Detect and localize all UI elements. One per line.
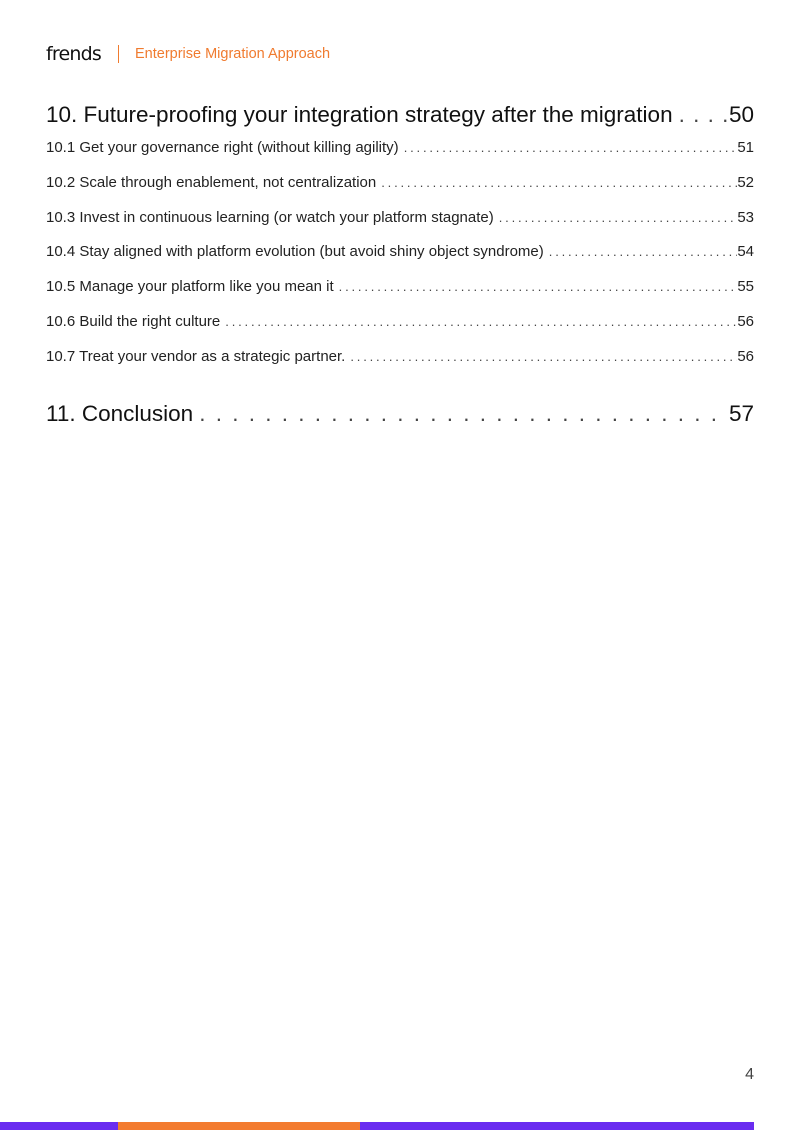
toc-entry-title: 10.4 Stay aligned with platform evolution (but avoid shiny object syndrome) bbox=[46, 243, 544, 261]
dot-leader bbox=[399, 131, 738, 166]
toc-entry-10-4[interactable] bbox=[46, 235, 754, 270]
dot-leader bbox=[494, 201, 738, 236]
toc-entry-title: 10.6 Build the right culture bbox=[46, 312, 221, 330]
toc-entry-page: 50 bbox=[728, 102, 754, 127]
toc-entry-page: 55 bbox=[737, 278, 754, 296]
footer-bar-segment-orange bbox=[118, 1122, 360, 1130]
toc-entry-page: 56 bbox=[737, 312, 754, 330]
dot-leader bbox=[673, 98, 729, 131]
toc-entry-title: 10.5 Manage your platform like you mean it bbox=[46, 278, 334, 296]
header-divider bbox=[118, 45, 119, 63]
toc-entry-title: 10.7 Treat your vendor as a strategic partner. bbox=[46, 347, 346, 365]
footer-bar-segment-purple-left bbox=[0, 1122, 118, 1130]
footer-bar-segment-purple-right bbox=[360, 1122, 754, 1130]
toc-entry-10-6[interactable] bbox=[46, 305, 754, 340]
dot-leader bbox=[345, 340, 737, 375]
toc-entry-10-2[interactable] bbox=[46, 166, 754, 201]
toc-entry-page: 57 bbox=[728, 400, 754, 426]
page-number: 4 bbox=[745, 1066, 754, 1083]
footer-color-bar bbox=[0, 1122, 754, 1130]
toc-entry-10-3[interactable] bbox=[46, 201, 754, 236]
document-title: Enterprise Migration Approach bbox=[134, 46, 331, 62]
toc-entry-title: 10. Future-proofing your integration strategy after the migration bbox=[46, 102, 673, 127]
toc-entry-10-1[interactable] bbox=[46, 131, 754, 166]
toc-entry-page: 53 bbox=[737, 208, 754, 226]
dot-leader bbox=[220, 305, 737, 340]
toc-entry-page: 52 bbox=[737, 173, 754, 191]
toc-entry-title: 10.1 Get your governance right (without killing agility) bbox=[46, 139, 399, 156]
dot-leader bbox=[376, 166, 737, 201]
dot-leader bbox=[334, 270, 738, 305]
toc-entry-10-7[interactable] bbox=[46, 340, 754, 375]
page-header bbox=[46, 41, 330, 67]
table-of-contents bbox=[46, 98, 754, 430]
toc-entry-page: 51 bbox=[737, 139, 754, 156]
toc-entry-section-10[interactable] bbox=[46, 98, 754, 131]
toc-entry-10-5[interactable] bbox=[46, 270, 754, 305]
dot-leader bbox=[544, 235, 738, 270]
dot-leader bbox=[193, 397, 729, 430]
toc-entry-title: 10.2 Scale through enablement, not centralization bbox=[46, 173, 377, 191]
frends-logo: frends bbox=[46, 42, 101, 65]
toc-entry-section-11[interactable] bbox=[46, 397, 754, 430]
toc-entry-page: 54 bbox=[737, 243, 754, 261]
toc-entry-page: 56 bbox=[737, 347, 754, 365]
toc-entry-title: 11. Conclusion bbox=[46, 400, 194, 426]
toc-entry-title: 10.3 Invest in continuous learning (or watch your platform stagnate) bbox=[46, 208, 494, 226]
